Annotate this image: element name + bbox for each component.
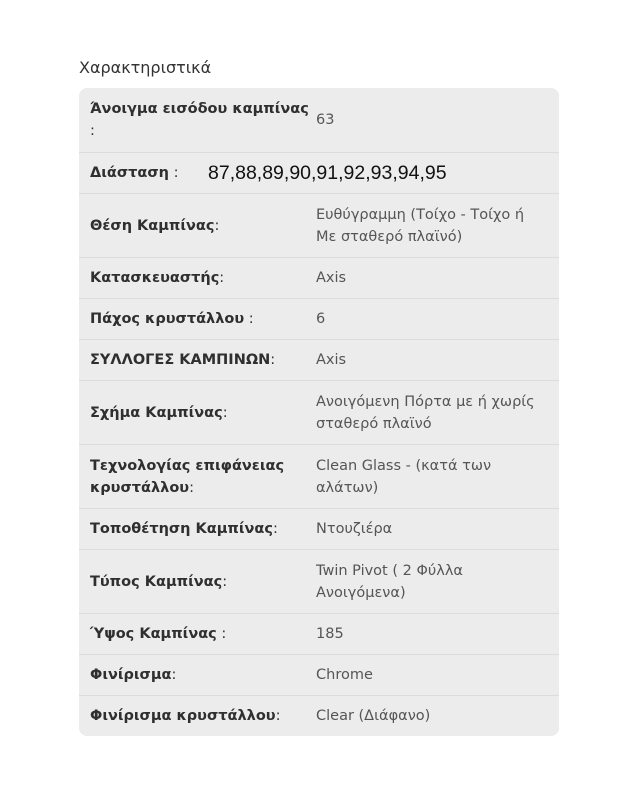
spec-value: Clean Glass - (κατά των αλάτων): [316, 457, 492, 496]
spec-label: ΣΥΛΛΟΓΕΣ ΚΑΜΠΙΝΩΝ: [90, 352, 271, 368]
spec-value: Chrome: [316, 667, 373, 683]
section-title: Χαρακτηριστικά: [79, 58, 212, 77]
spec-row-manufacturer: [79, 257, 559, 298]
spec-value: Twin Pivot ( 2 Φύλλα Ανοιγόμενα): [316, 562, 463, 601]
spec-label: Τεχνολογίας επιφάνειας κρυστάλλου: [90, 457, 285, 496]
spec-row-surface-tech: [79, 444, 559, 508]
spec-value: Ευθύγραμμη (Τοίχο - Τοίχο ή Με σταθερό πλαϊνό): [316, 206, 525, 245]
spec-row-placement: [79, 508, 559, 549]
spec-separator: :: [214, 217, 220, 234]
spec-separator: :: [189, 479, 194, 496]
spec-row-height: [79, 613, 559, 654]
spec-label: Διάσταση: [90, 165, 169, 181]
spec-label: Πάχος κρυστάλλου: [90, 311, 245, 327]
spec-label: Τοποθέτηση Καμπίνας: [90, 521, 273, 537]
specifications-table: [79, 88, 559, 736]
spec-separator: :: [219, 270, 225, 286]
spec-row-finish: [79, 654, 559, 695]
spec-label: Φινίρισμα κρυστάλλου: [90, 708, 276, 724]
spec-separator: :: [222, 573, 228, 590]
spec-separator: :: [168, 165, 179, 181]
spec-row-glass-thickness: [79, 298, 559, 339]
spec-separator: :: [222, 404, 228, 421]
spec-label: Κατασκευαστής: [90, 270, 220, 286]
spec-separator: :: [272, 521, 278, 537]
spec-value: 63: [316, 112, 335, 128]
spec-value: Clear (Διάφανο): [316, 708, 431, 724]
spec-value: Ανοιγόμενη Πόρτα με ή χωρίς σταθερό πλαϊνό: [316, 393, 535, 432]
spec-row-type: [79, 549, 559, 613]
spec-row-entrance-opening: [79, 88, 559, 152]
spec-row-collections: [79, 339, 559, 380]
spec-value: Axis: [316, 352, 347, 368]
spec-separator: :: [270, 352, 276, 368]
spec-separator: :: [171, 667, 177, 683]
spec-value: 185: [316, 626, 344, 642]
spec-label: Τύπος Καμπίνας: [90, 573, 223, 590]
spec-label: Σχήμα Καμπίνας: [90, 404, 223, 421]
spec-row-shape: [79, 380, 559, 444]
spec-value: 87,88,89,90,91,92,93,94,95: [208, 162, 447, 184]
spec-value: Ντουζιέρα: [316, 521, 393, 537]
spec-row-glass-finish: [79, 695, 559, 736]
spec-row-position: [79, 193, 559, 257]
spec-label: Άνοιγμα εισόδου καμπίνας: [90, 101, 309, 117]
spec-separator: :: [275, 708, 281, 724]
spec-label: Φινίρισμα: [90, 667, 172, 683]
spec-label: Ύψος Καμπίνας: [90, 626, 217, 642]
spec-separator: :: [90, 123, 95, 139]
spec-value: 6: [316, 311, 326, 327]
spec-separator: :: [216, 626, 227, 642]
spec-value: Axis: [316, 270, 347, 286]
spec-label: Θέση Καμπίνας: [90, 217, 215, 234]
spec-separator: :: [244, 311, 254, 327]
spec-row-dimension: [79, 152, 559, 193]
